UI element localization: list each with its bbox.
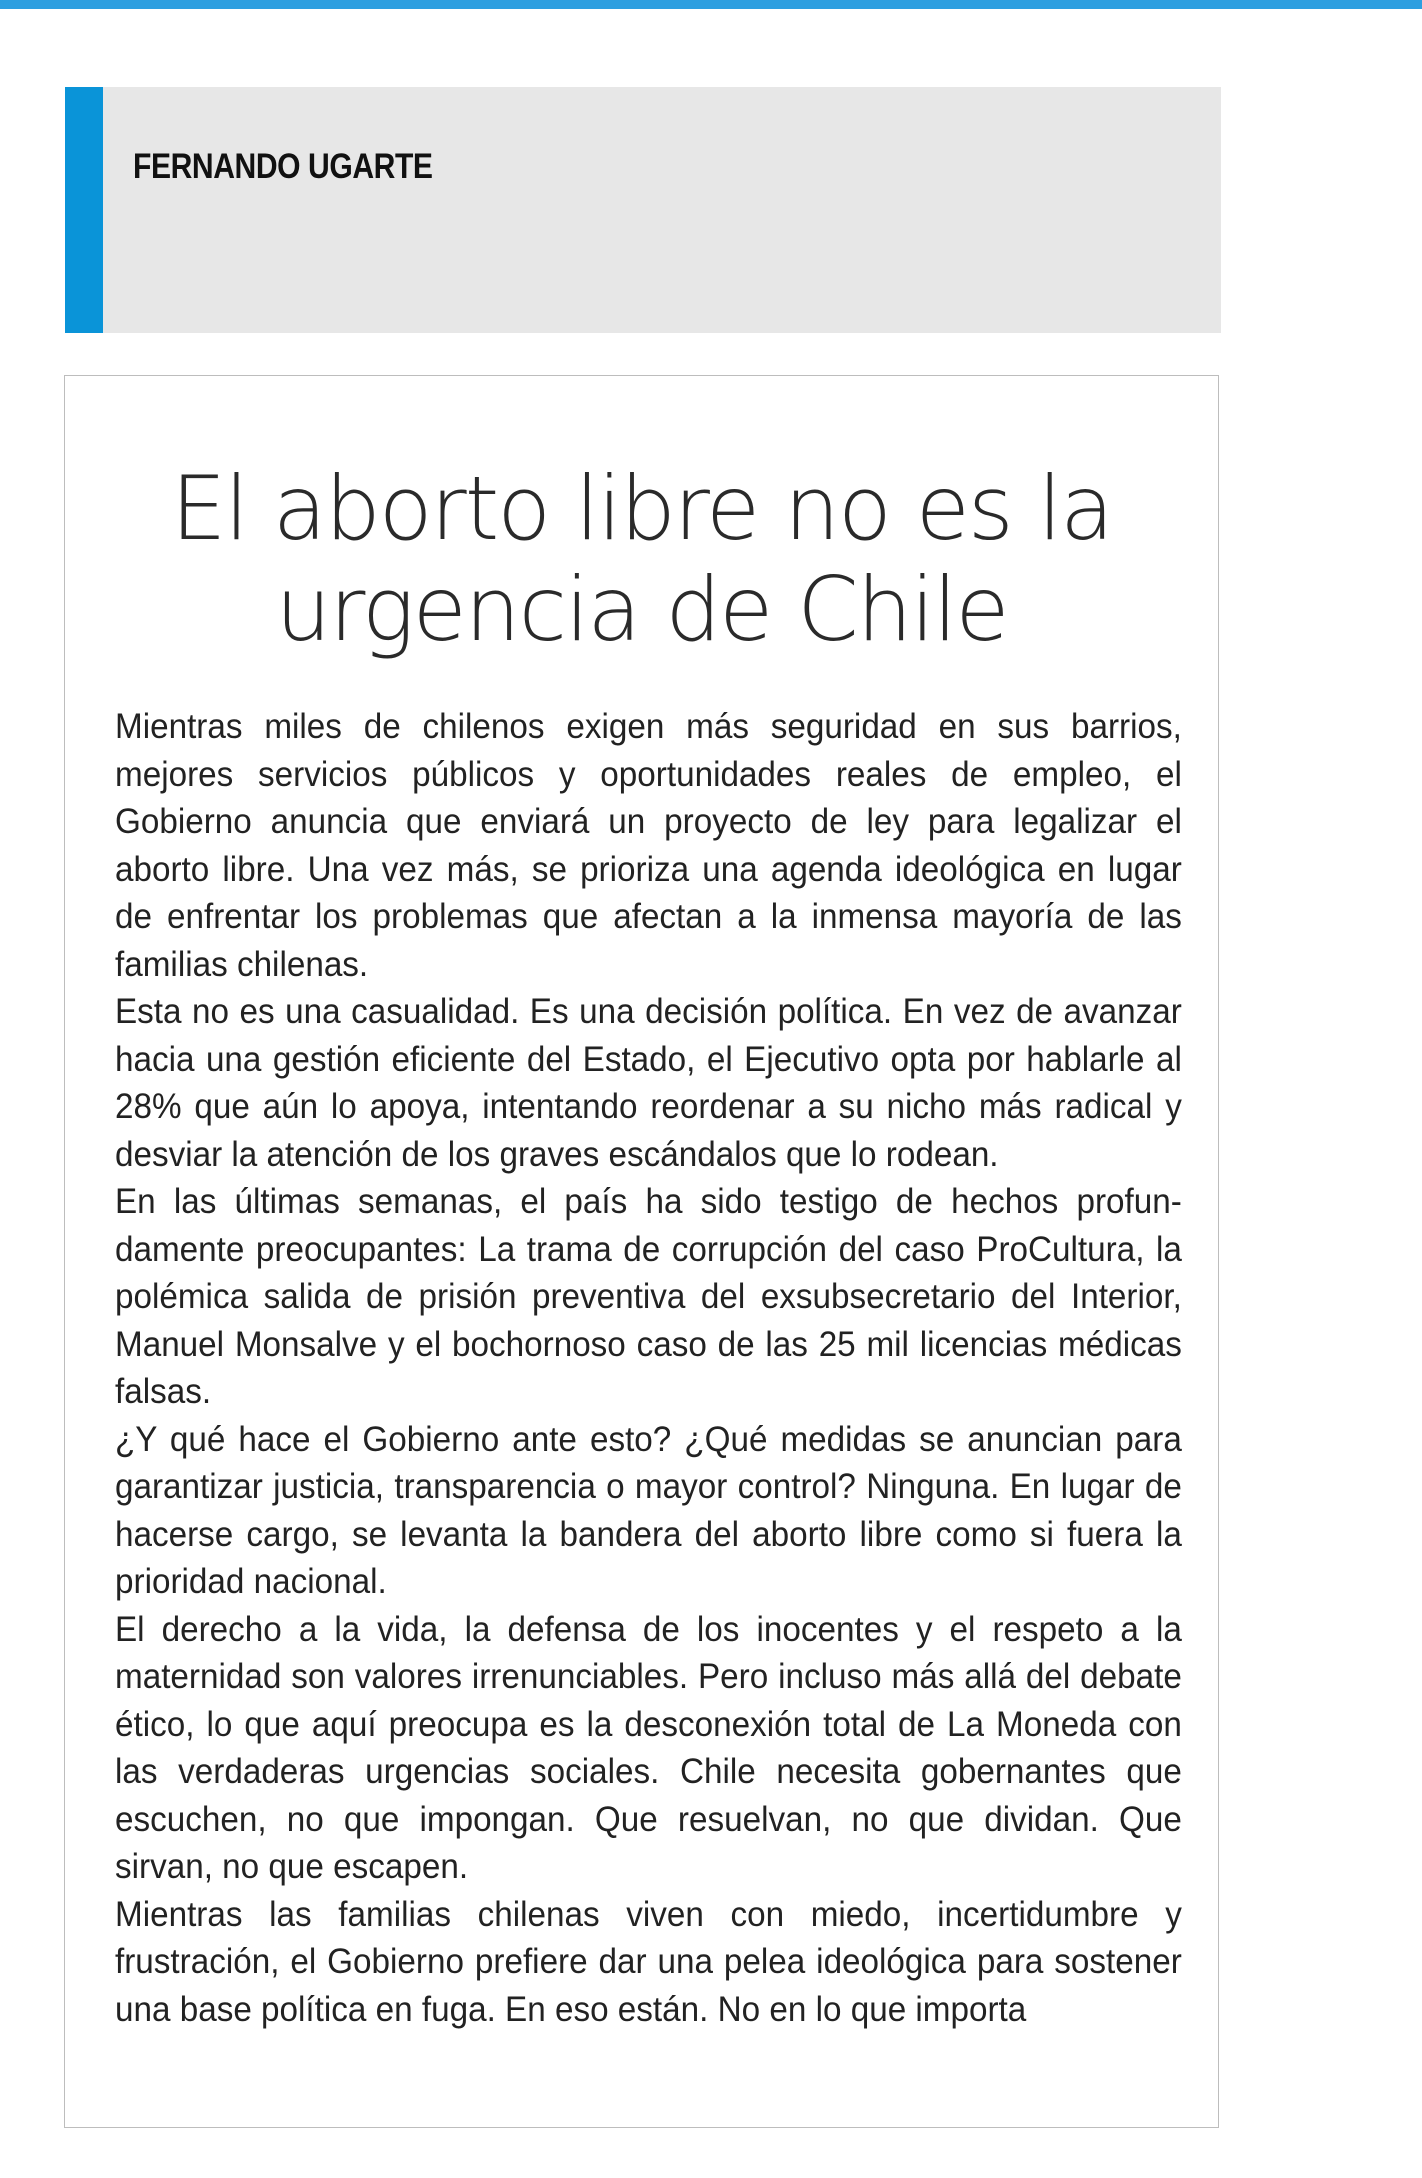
article-paragraph-3: En las últimas semanas, el país ha sido testigo de hechos profundamente preocupantes: La trama de corrupción del caso ProCultura, la polémica salida de prisión preventiva del exsubsecretario del Interior, Manuel Monsalve y el bochornoso caso de las 25 mil licencias médicas falsas. [115, 1182, 1182, 1411]
author-name: FERNANDO UGARTE [133, 147, 433, 186]
author-panel [65, 87, 1221, 333]
top-rule [0, 0, 1422, 9]
article-paragraph-4: ¿Y qué hace el Gobierno ante esto? ¿Qué medidas se anuncian para garantizar justicia, transparencia o mayor control? Ninguna. En lugar de hacerse cargo, se levanta la bandera del aborto libre como si fuera la prioridad nacional. [115, 1419, 1182, 1601]
article-paragraph-5: El derecho a la vida, la defensa de los inocentes y el respeto a la maternidad son valores irrenunciables. Pero incluso más allá del debate ético, lo que aquí preocupa es la desconexión total de La Moneda con las verdaderas urgencias sociales. Chile necesita gobernantes que escuchen, no que impongan. Que resuelvan, no que dividan. Que sirvan, no que escapen. [115, 1609, 1182, 1886]
article-paragraph-2: Esta no es una casualidad. Es una decisión política. En vez de avanzar hacia una gestión eficiente del Estado, el Ejecutivo opta por hablarle al 28% que aún lo apoya, intentando reordenar a su nicho más radical y desviar la atención de los graves escándalos que lo rodean. [115, 992, 1182, 1174]
author-accent-bar [65, 87, 103, 333]
article-title-line-2: urgencia de Chile [275, 558, 1008, 661]
article-box [64, 375, 1219, 2128]
article-paragraph-6: Mientras las familias chilenas viven con miedo, incertidumbre y frustración, el Gobierno prefiere dar una pelea ideológica para sostener una base política en fuga. En eso están. No en lo que importa [115, 1894, 1182, 2029]
article-title [65, 458, 1218, 660]
article-title-line-1: El aborto libre no es la [170, 457, 1113, 560]
article-paragraph-1: Mientras miles de chilenos exigen más seguridad en sus barrios, mejores servicios públicos y oportunidades reales de empleo, el Gobierno anuncia que enviará un proyecto de ley para legalizar el aborto libre. Una vez más, se prioriza una agenda ideológica en lugar de enfrentar los problemas que afectan a la inmensa mayoría de las familias chilenas. [115, 707, 1182, 984]
article-body [115, 703, 1182, 2033]
